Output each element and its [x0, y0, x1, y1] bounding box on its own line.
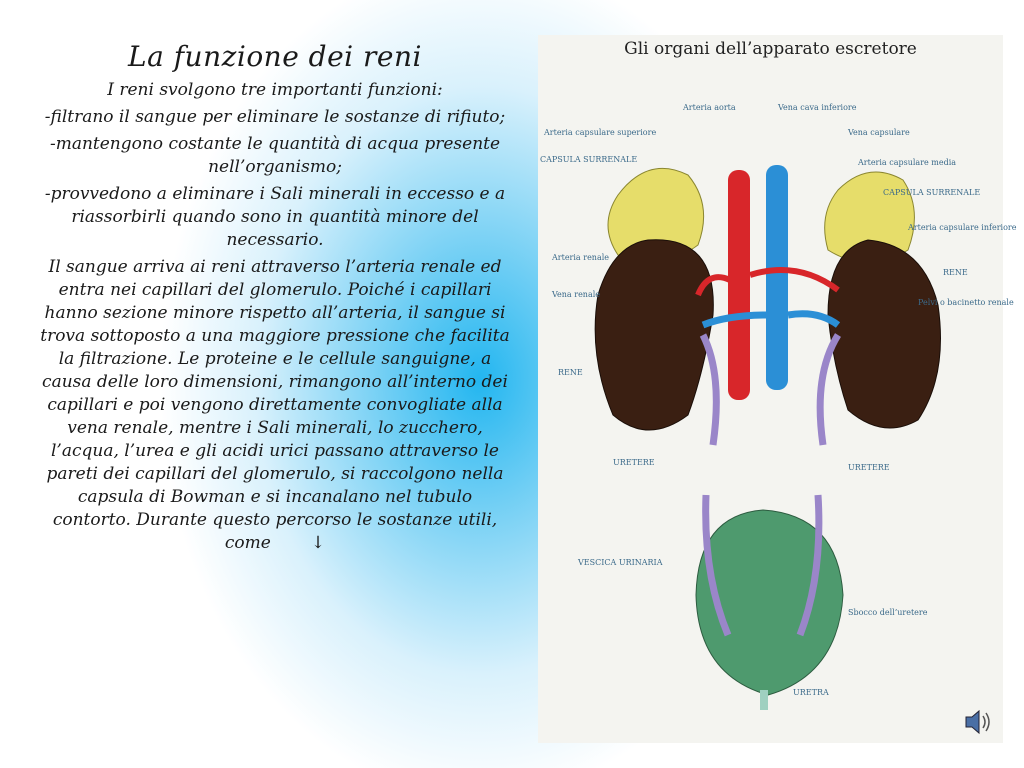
intro-line: I reni svolgono tre importanti funzioni:: [107, 80, 443, 100]
label-uretere-right: URETERE: [848, 463, 890, 472]
function-2: -mantengono costante le quantità di acqua presente nell’organismo;: [49, 134, 501, 177]
label-vena-renale: Vena renale: [552, 290, 601, 299]
label-arteria-renale: Arteria renale: [552, 253, 610, 262]
kidney-right: [828, 240, 941, 428]
label-vescica: VESCICA URINARIA: [578, 558, 663, 567]
label-uretra: URETRA: [793, 688, 829, 697]
label-sbocco: Sbocco dell’uretere: [848, 608, 928, 617]
label-rene-right: RENE: [943, 268, 968, 277]
label-vena-capsulare: Vena capsulare: [848, 128, 910, 137]
label-rene-left: RENE: [558, 368, 583, 377]
body-paragraph: [40, 256, 510, 555]
label-vena-cava: Vena cava inferiore: [778, 103, 857, 112]
slide-title: La funzione dei reni: [128, 40, 422, 73]
label-art-cap-inf: Arteria capsulare inferiore: [908, 223, 1017, 232]
continue-arrow-icon[interactable]: ↓: [310, 533, 326, 553]
label-capsula-left: CAPSULA SURRENALE: [540, 155, 638, 164]
vena-cava: [766, 165, 788, 390]
renal-artery-right: [750, 270, 838, 290]
label-pelvi: Pelvi o bacinetto renale: [918, 298, 1014, 307]
urethra: [760, 690, 768, 710]
label-art-cap-media: Arteria capsulare media: [858, 158, 957, 167]
label-uretere-left: URETERE: [613, 458, 655, 467]
function-1: -filtrano il sangue per eliminare le sostanze di rifiuto;: [44, 107, 506, 127]
speaker-icon[interactable]: [960, 705, 994, 739]
body-text: Il sangue arriva ai reni attraverso l’arteria renale ed entra nei capillari del glomerulo. Poiché i capillari hanno sezione minore rispetto all’arteria, il sangue si trova sottoposto a una maggiore pressione che facilita la filtrazione. Le proteine e le cellule sanguigne, a causa delle loro dimensioni, rimangono all’interno dei capillari e poi vengono direttamente convogliate alla vena renale, mentre i Sali minerali, lo zucchero, l’acqua, l’urea e gli acidi urici passano attraverso le pareti dei capillari del glomerulo, si raccolgono nella capsula di Bowman e si incanalano nel tubulo contorto. Durante questo percorso le sostanze utili, come: [40, 257, 510, 553]
kidney-left: [595, 240, 713, 430]
aorta: [728, 170, 750, 400]
label-art-cap-sup: Arteria capsulare superiore: [544, 128, 657, 137]
label-arteria-aorta: Arteria aorta: [683, 103, 736, 112]
excretory-system-diagram: [538, 35, 1017, 743]
diagram-title: Gli organi dell’apparato escretore: [624, 39, 917, 59]
slide-text: [40, 40, 510, 559]
label-capsula-right: CAPSULA SURRENALE: [883, 188, 981, 197]
diagram-illustration: [538, 35, 1017, 743]
function-3: -provvedono a eliminare i Sali minerali in eccesso e a riassorbirli quando sono in quantità minore del necessario.: [44, 184, 506, 250]
